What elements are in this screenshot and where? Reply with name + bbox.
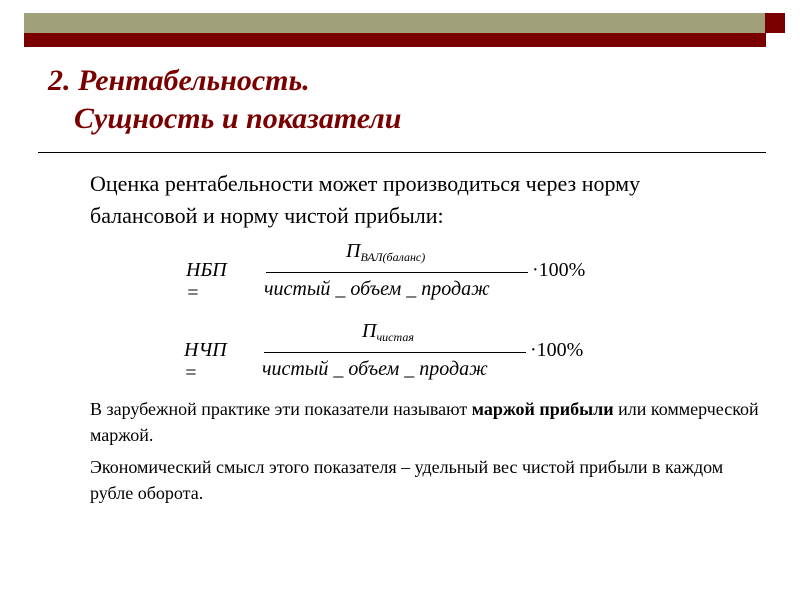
formula-nchp-denominator: чистый _ объем _ продаж: [262, 358, 488, 380]
formula-nchp-num-sub: чистая: [376, 330, 414, 344]
slide-title: [48, 62, 401, 138]
header-corner-outline: [765, 33, 785, 47]
formula-nchp-num-main: П: [362, 320, 377, 342]
slide-title-line2: Сущность и показатели: [74, 102, 402, 135]
formula-nbp-lhs: НБП =: [186, 259, 227, 304]
paragraph-margin: [90, 396, 760, 448]
formula-nbp-num-main: П: [346, 240, 361, 262]
paragraph-margin-bold: маржой прибыли: [471, 399, 614, 419]
formula-nbp-multiplier: ·100%: [532, 259, 586, 281]
formula-nchp-numerator: [362, 320, 414, 345]
formula-nbp-denominator: чистый _ объем _ продаж: [264, 278, 490, 300]
formula-nbp-numerator: [346, 240, 425, 265]
formula-nbp-num-sub: ВАЛ(баланс): [360, 250, 426, 264]
slide-title-line1: 2. Рентабельность.: [48, 64, 310, 97]
header-maroon-bar: [24, 33, 765, 47]
formula-nbp-fraction-line: [266, 272, 528, 273]
formula-nchp-lhs: НЧП =: [184, 339, 227, 384]
paragraph-meaning: Экономический смысл этого показателя – удельный вес чистой прибыли в каждом рубле оборота.: [90, 457, 724, 503]
paragraph-margin-text-start: В зарубежной практике эти показатели называют: [90, 399, 472, 419]
formula-nchp-multiplier: ·100%: [530, 339, 584, 361]
header-olive-bar: [24, 13, 765, 33]
formula-nchp-fraction-line: [264, 352, 526, 353]
header-corner-square: [765, 13, 785, 33]
title-divider: [38, 152, 766, 153]
intro-text: Оценка рентабельности может производиться через норму балансовой и норму чистой прибыли:: [90, 171, 641, 228]
paragraph-margin-text-end: или коммерческой маржой.: [90, 399, 759, 445]
